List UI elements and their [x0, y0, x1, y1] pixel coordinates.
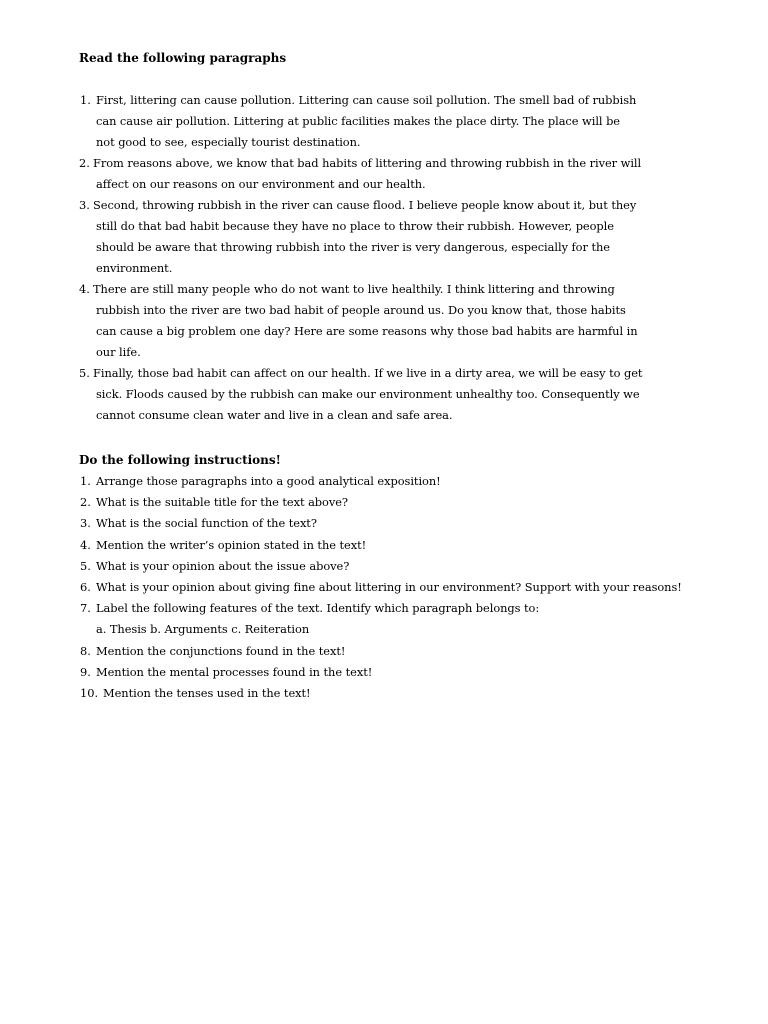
instruction-line: Label the following features of the text. Identify which paragraph belongs to:	[96, 601, 540, 615]
paragraph-line: First, littering can cause pollution. Littering can cause soil pollution. The smell bad of rubbish	[96, 93, 637, 107]
paragraph-line: can cause air pollution. Littering at public facilities makes the place dirty. The place will be	[96, 114, 621, 128]
paragraph-line: our life.	[96, 345, 141, 359]
instruction-line: Mention the tenses used in the text!	[103, 686, 311, 700]
instruction-number: 3.	[80, 516, 91, 530]
instruction-line: Mention the mental processes found in the text!	[96, 665, 373, 679]
paragraph-line: rubbish into the river are two bad habit of people around us. Do you know that, those habits	[96, 303, 626, 317]
paragraph-line: Second, throwing rubbish in the river can cause flood. I believe people know about it, but they	[93, 198, 637, 212]
paragraph-line: There are still many people who do not want to live healthily. I think littering and throwing	[93, 282, 615, 296]
instruction-number: 2.	[80, 495, 91, 509]
instruction-number: 1.	[80, 474, 91, 488]
instruction-number: 10.	[80, 686, 99, 700]
paragraph-line: still do that bad habit because they have no place to throw their rubbish. However, people	[96, 219, 614, 233]
instruction-line: Mention the conjunctions found in the text!	[96, 644, 346, 658]
paragraph-line: affect on our reasons on our environment and our health.	[96, 177, 426, 191]
paragraph-line: From reasons above, we know that bad habits of littering and throwing rubbish in the river will	[93, 156, 642, 170]
instruction-number: 6.	[80, 580, 91, 594]
instruction-number: 8.	[80, 644, 91, 658]
paragraph-number: 5.	[79, 366, 90, 380]
instruction-line: Arrange those paragraphs into a good analytical exposition!	[96, 474, 441, 488]
instruction-number: 5.	[80, 559, 91, 573]
instruction-line: What is your opinion about the issue above?	[96, 559, 350, 573]
reading-heading: Read the following paragraphs	[79, 51, 287, 65]
instructions-heading: Do the following instructions!	[79, 453, 281, 467]
instruction-line: What is the suitable title for the text above?	[96, 495, 348, 509]
instruction-number: 7.	[80, 601, 91, 615]
paragraph-line: can cause a big problem one day? Here are some reasons why those bad habits are harmful in	[96, 324, 638, 338]
paragraph-number: 3.	[79, 198, 90, 212]
instruction-line: Mention the writer’s opinion stated in the text!	[96, 538, 367, 552]
paragraph-line: sick. Floods caused by the rubbish can make our environment unhealthy too. Consequently we	[96, 387, 640, 401]
instruction-number: 4.	[80, 538, 91, 552]
paragraph-line: Finally, those bad habit can affect on our health. If we live in a dirty area, we will be easy to get	[93, 366, 643, 380]
paragraph-number: 4.	[79, 282, 90, 296]
instruction-line: a. Thesis b. Arguments c. Reiteration	[96, 622, 310, 636]
instruction-line: What is the social function of the text?	[96, 516, 317, 530]
instruction-line: What is your opinion about giving fine about littering in our environment? Support with your reasons!	[96, 580, 682, 594]
paragraph-line: should be aware that throwing rubbish into the river is very dangerous, especially for the	[96, 240, 610, 254]
paragraph-line: cannot consume clean water and live in a clean and safe area.	[96, 408, 453, 422]
paragraph-line: environment.	[96, 261, 173, 275]
paragraph-number: 2.	[79, 156, 90, 170]
instruction-number: 9.	[80, 665, 91, 679]
paragraph-line: not good to see, especially tourist destination.	[96, 135, 361, 149]
paragraph-number: 1.	[80, 93, 91, 107]
